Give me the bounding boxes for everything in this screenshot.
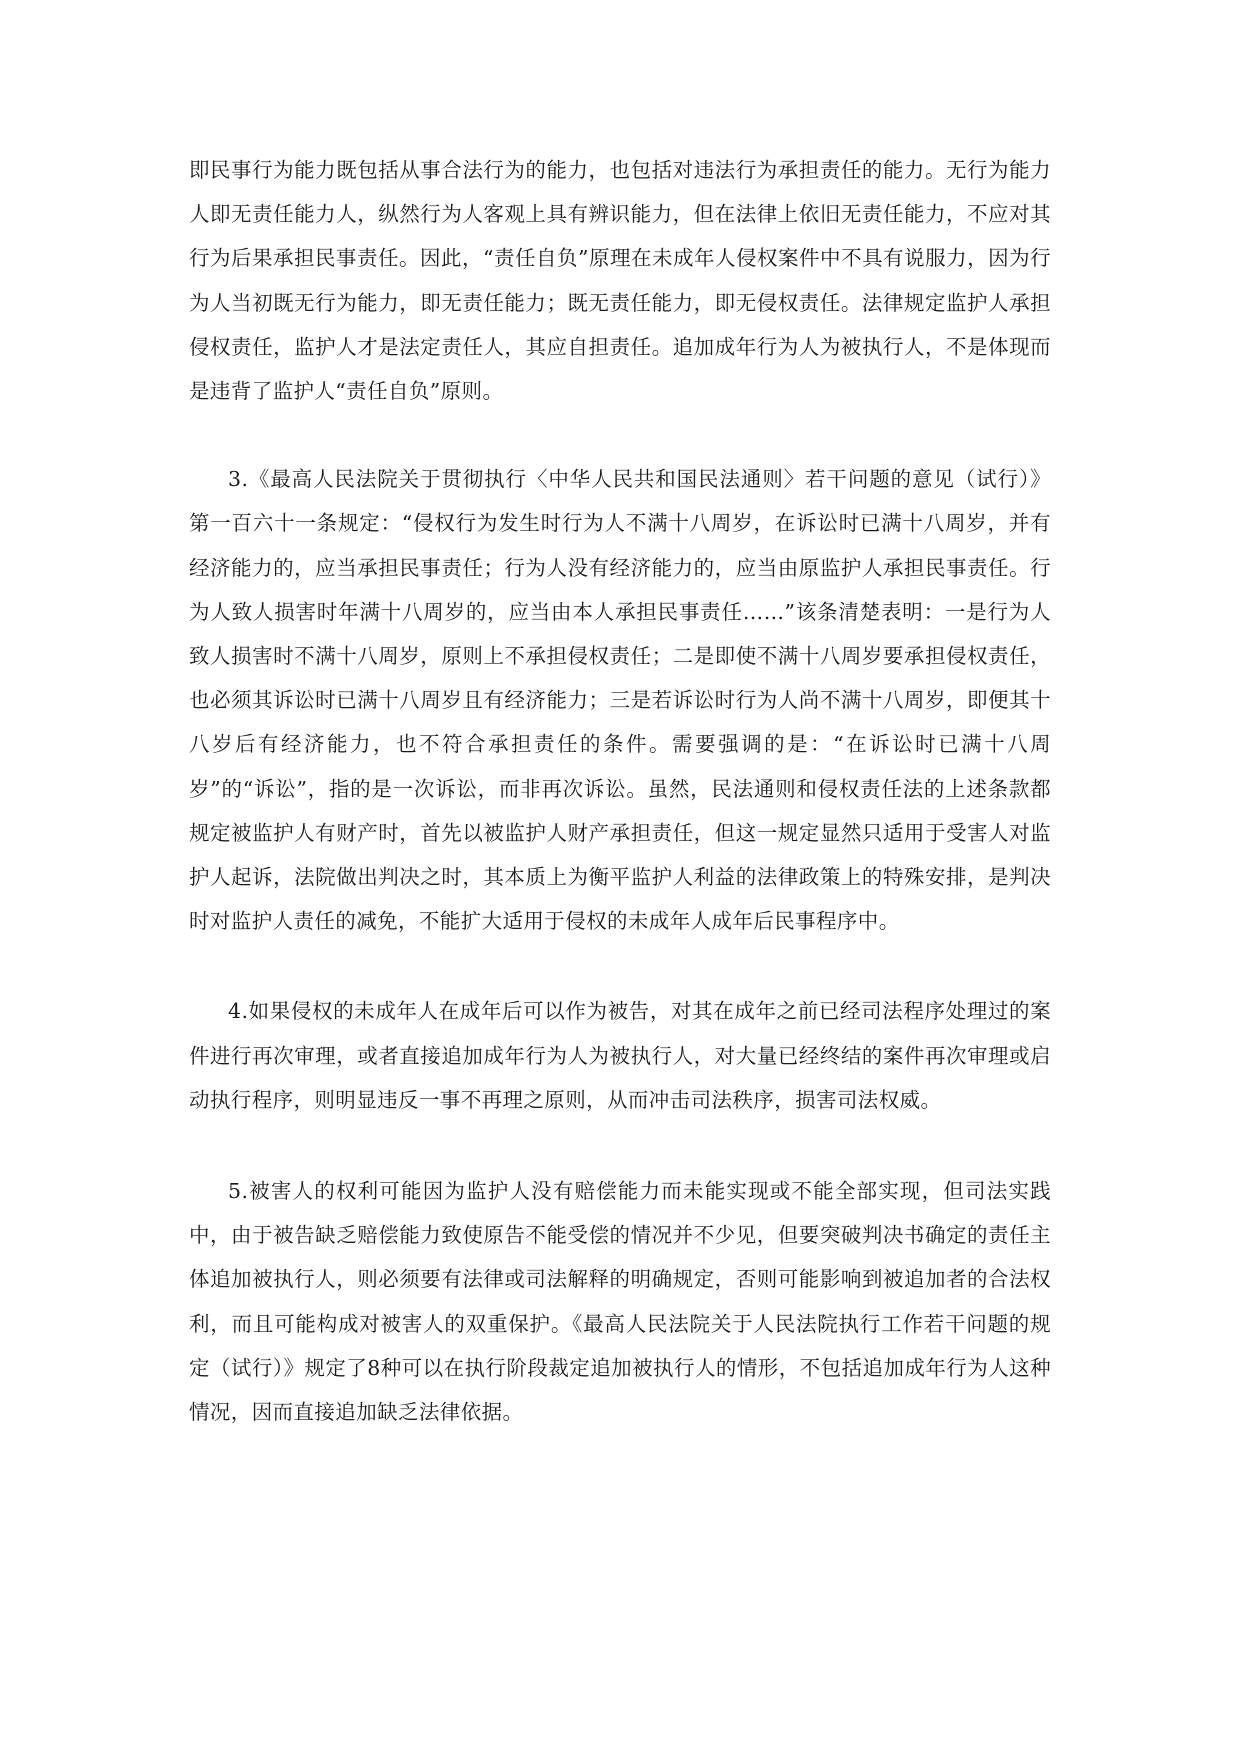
paragraph-point-4: 4.如果侵权的未成年人在成年后可以作为被告，对其在成年之前已经司法程序处理过的案件进行再次审理，或者直接追加成年行为人为被执行人，对大量已经终结的案件再次审理或启动执行程序，则明显违反一事不再理之原则，从而冲击司法秩序，损害司法权威。	[189, 999, 1051, 1112]
paragraph-point-5: 5.被害人的权利可能因为监护人没有赔偿能力而未能实现或不能全部实现，但司法实践中，由于被告缺乏赔偿能力致使原告不能受偿的情况并不少见，但要突破判决书确定的责任主体追加被执行人，则必须要有法律或司法解释的明确规定，否则可能影响到被追加者的合法权利，而且可能构成对被害人的双重保护。《最高人民法院关于人民法院执行工作若干问题的规定（试行）》规定了8种可以在执行阶段裁定追加被执行人的情形，不包括追加成年行为人这种情况，因而直接追加缺乏法律依据。	[189, 1179, 1051, 1425]
paragraph-point-3: 3.《最高人民法院关于贯彻执行〈中华人民共和国民法通则〉若干问题的意见（试行）》第一百六十一条规定：“侵权行为发生时行为人不满十八周岁，在诉讼时已满十八周岁，并有经济能力的，应当承担民事责任；行为人没有经济能力的，应当由原监护人承担民事责任。行为人致人损害时年满十八周岁的，应当由本人承担民事责任……”该条清楚表明：一是行为人致人损害时不满十八周岁，原则上不承担侵权责任；二是即使不满十八周岁要承担侵权责任，也必须其诉讼时已满十八周岁且有经济能力；三是若诉讼时行为人尚不满十八周岁，即便其十八岁后有经济能力，也不符合承担责任的条件。需要强调的是：“在诉讼时已满十八周岁”的“诉讼”，指的是一次诉讼，而非再次诉讼。虽然，民法通则和侵权责任法的上述条款都规定被监护人有财产时，首先以被监护人财产承担责任，但这一规定显然只适用于受害人对监护人起诉，法院做出判决之时，其本质上为衡平监护人利益的法律政策上的特殊安排，是判决时对监护人责任的减免，不能扩大适用于侵权的未成年人成年后民事程序中。	[189, 467, 1051, 934]
document-page	[189, 148, 1051, 1434]
paragraph-responsibility-capacity: 即民事行为能力既包括从事合法行为的能力，也包括对违法行为承担责任的能力。无行为能力人即无责任能力人，纵然行为人客观上具有辨识能力，但在法律上依旧无责任能力，不应对其行为后果承担民事责任。因此，“责任自负”原理在未成年人侵权案件中不具有说服力，因为行为人当初既无行为能力，即无责任能力；既无责任能力，即无侵权责任。法律规定监护人承担侵权责任，监护人才是法定责任人，其应自担责任。追加成年行为人为被执行人，不是体现而是违背了监护人“责任自负”原则。	[189, 158, 1051, 404]
